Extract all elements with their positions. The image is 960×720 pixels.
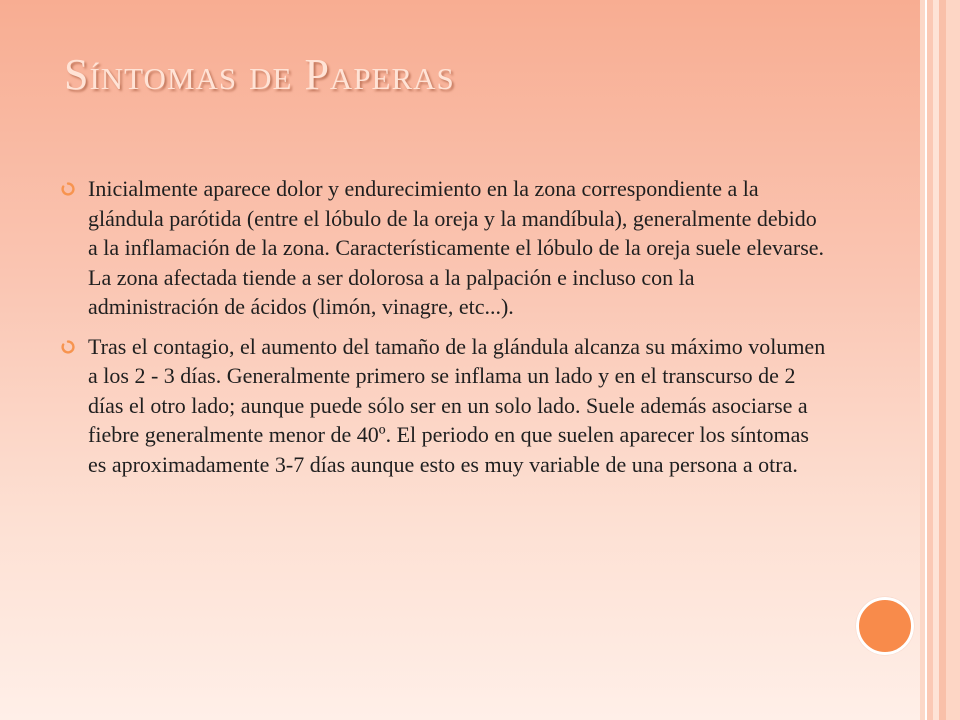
ring-bullet-icon: [61, 340, 75, 354]
ring-bullet-icon: [61, 182, 75, 196]
bullet-item: [60, 174, 830, 322]
slide-title: Síntomas de Paperas: [64, 50, 455, 99]
bullet-item: [60, 332, 830, 480]
right-decorative-stripe: [946, 0, 960, 720]
bullet-text: Inicialmente aparece dolor y endurecimiento en la zona correspondiente a la glándula parótida (entre el lóbulo de la oreja y la mandíbula), generalmente debido a la inflamación de la zona. Característicamente el lóbulo de la oreja suele elevarse. La zona afectada tiende a ser dolorosa a la palpación e incluso con la administración de ácidos (limón, vinagre, etc...).: [88, 176, 825, 319]
right-decorative-stripe: [939, 0, 946, 720]
bullet-text: Tras el contagio, el aumento del tamaño de la glándula alcanza su máximo volumen a los 2 - 3 días. Generalmente primero se inflama un lado y en el transcurso de 2 días el otro lado; aunque puede sólo ser en un solo lado. Suele además asociarse a fiebre generalmente menor de 40º. El periodo en que suelen aparecer los síntomas es aproximadamente 3-7 días aunque esto es muy variable de una persona a otra.: [88, 333, 826, 477]
bullet-list: [60, 174, 830, 489]
accent-circle: [856, 597, 914, 655]
